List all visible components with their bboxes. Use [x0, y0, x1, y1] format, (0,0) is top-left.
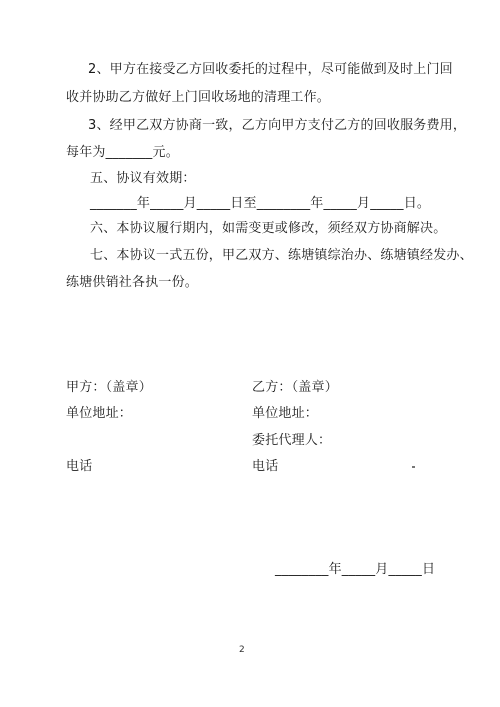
scan-speck	[412, 466, 415, 468]
party-b-label: 乙方：（盖章）	[252, 380, 338, 395]
signature-date: ________年_____月_____日	[275, 562, 436, 577]
party-b-address: 单位地址：	[252, 406, 319, 421]
section-6: 六、本协议履行期内，如需变更或修改，须经双方协商解决。	[90, 221, 447, 236]
clause-3-line-2: 每年为_______元。	[66, 145, 179, 160]
party-a-phone: 电话	[66, 459, 93, 474]
party-b-agent: 委托代理人：	[252, 433, 332, 448]
clause-2-line-1: 2、甲方在接受乙方回收委托的过程中，尽可能做到及时上门回	[88, 62, 453, 77]
page-number: 2	[239, 645, 245, 655]
section-7-line-1: 七、本协议一式五份，甲乙双方、练塘镇综治办、练塘镇经发办、	[90, 248, 473, 263]
party-a-label: 甲方：（盖章）	[66, 380, 152, 395]
section-5-title: 五、协议有效期：	[90, 171, 196, 186]
section-5-dates: _______年_____月_____日至________年_____月_____日。	[90, 196, 431, 211]
section-7-line-2: 练塘供销社各执一份。	[66, 275, 199, 290]
party-b-phone: 电话	[252, 459, 279, 474]
clause-3-line-1: 3、经甲乙双方协商一致，乙方向甲方支付乙方的回收服务费用，	[88, 118, 467, 133]
clause-2-line-2: 收并协助乙方做好上门回收场地的清理工作。	[66, 90, 331, 105]
party-a-address: 单位地址：	[66, 406, 133, 421]
